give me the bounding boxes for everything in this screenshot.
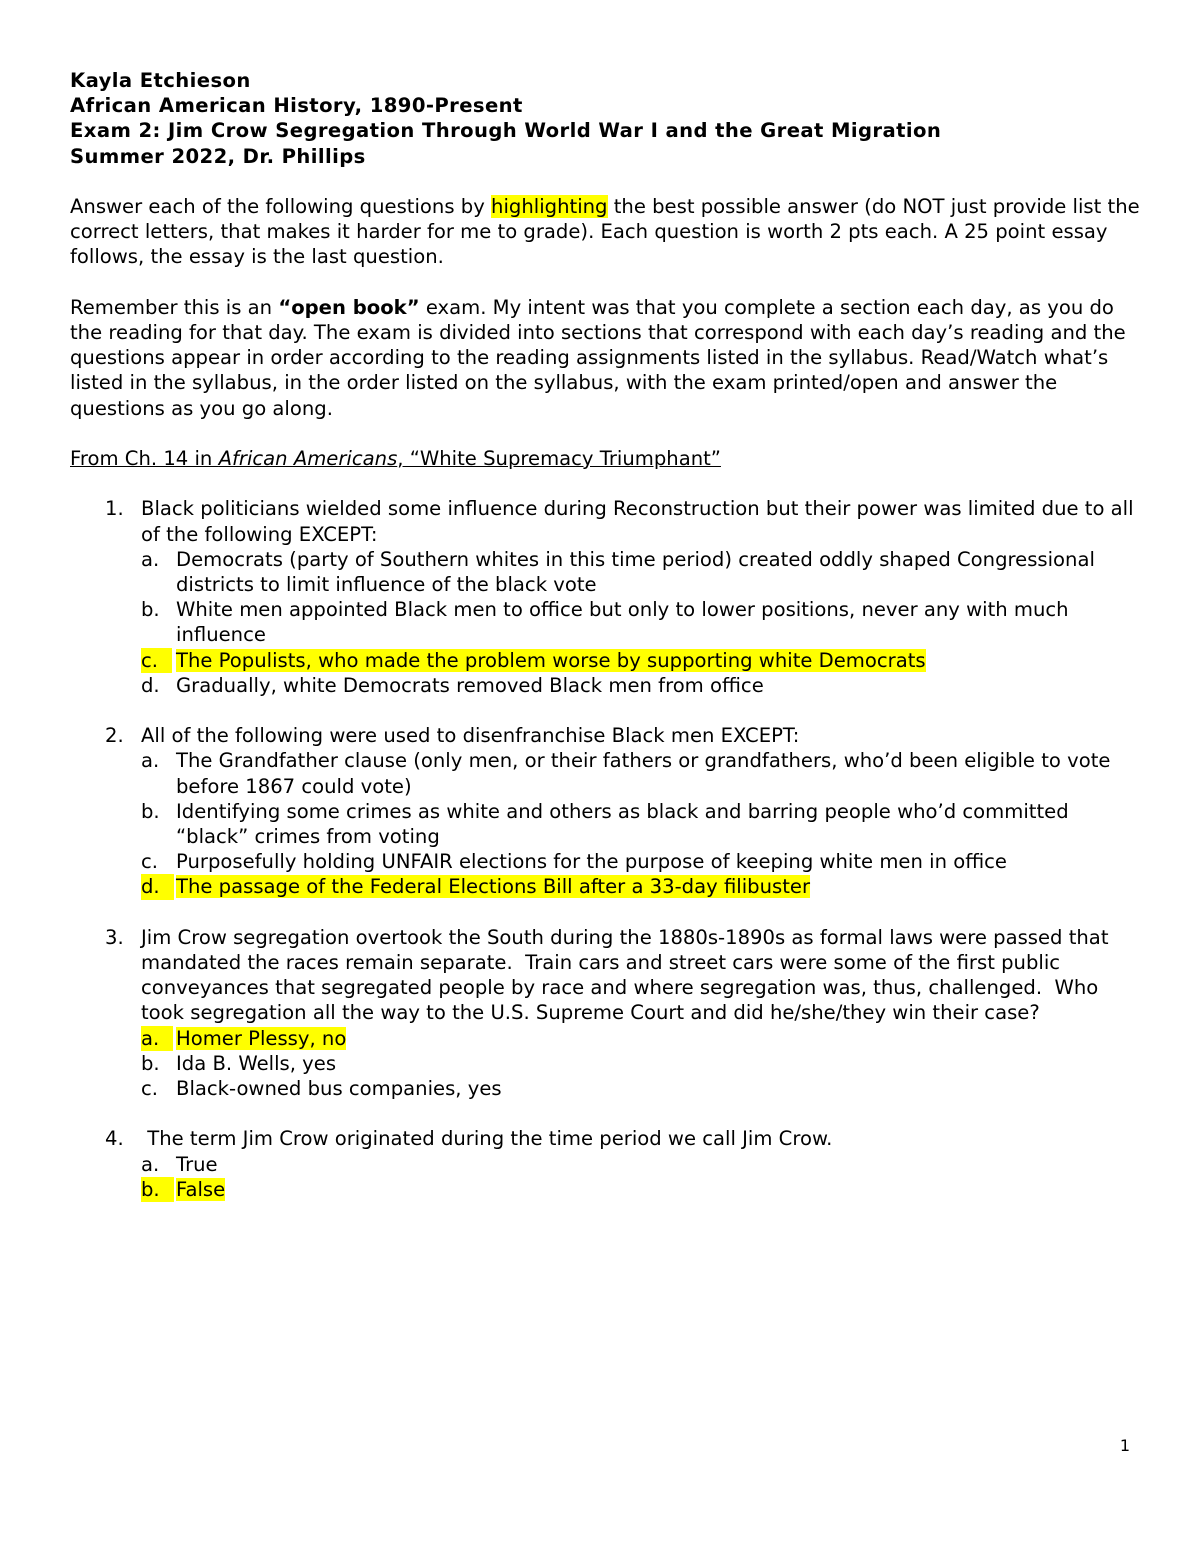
- question-text: Black politicians wielded some influence during Reconstruction but their power was limited due to all of the following EXCEPT:: [141, 497, 1140, 546]
- option-letter: c.: [141, 850, 159, 874]
- answer-option: [141, 1051, 1140, 1076]
- answer-option-highlighted: [141, 1177, 1140, 1202]
- answer-option: [141, 673, 1140, 698]
- option-text: Black-owned bus companies, yes: [176, 1077, 502, 1101]
- question-2: [70, 723, 1140, 899]
- option-letter: b.: [141, 1051, 160, 1075]
- exam-document: [70, 68, 1140, 1202]
- option-text: Democrats (party of Southern whites in this time period) created oddly shaped Congressional districts to limit influence of the black vote: [176, 547, 1095, 596]
- option-text: Gradually, white Democrats removed Black men from office: [176, 673, 764, 697]
- question-text: All of the following were used to disenfranchise Black men EXCEPT:: [141, 724, 800, 748]
- answer-option-highlighted: [141, 874, 1140, 899]
- question-number: 1.: [105, 497, 124, 521]
- student-name: Kayla Etchieson: [70, 69, 251, 92]
- book-title: African Americans: [218, 447, 398, 470]
- answer-option-highlighted: [141, 1026, 1140, 1051]
- highlight-word: highlighting: [491, 195, 608, 218]
- question-1: [70, 496, 1140, 698]
- exam-title: Exam 2: Jim Crow Segregation Through World War I and the Great Migration: [70, 119, 942, 143]
- option-letter: c.: [141, 648, 172, 673]
- option-letter: a.: [141, 1026, 173, 1051]
- instructions-paragraph-2: Remember this is an “open book” exam. My intent was that you complete a section each day, as you do the reading for that day. The exam is divided into sections that correspond with each day’s reading and the questions appear in order according to the reading assignments listed in the syllabus. Read/Watch what’s listed in the syllabus, in the order listed on the syllabus, with the exam printed/open and answer the questions as you go along.: [70, 295, 1126, 420]
- option-text: The Populists, who made the problem worse by supporting white Democrats: [176, 648, 926, 672]
- question-4: [70, 1126, 1140, 1202]
- answer-option-highlighted: [141, 648, 1140, 673]
- option-letter: a.: [141, 547, 160, 571]
- page-number: 1: [1119, 1436, 1130, 1455]
- section-heading: From Ch. 14 in African Americans, “White Supremacy Triumphant”: [70, 447, 721, 470]
- question-number: 3.: [105, 925, 124, 949]
- answer-options: [141, 1026, 1140, 1102]
- option-letter: d.: [141, 874, 174, 899]
- option-letter: b.: [141, 1177, 174, 1202]
- option-text: Identifying some crimes as white and others as black and barring people who’d committed “black” crimes from voting: [176, 799, 1069, 849]
- answer-option: [141, 1152, 1140, 1177]
- question-spacer: [70, 1101, 1140, 1126]
- instructions-paragraph-1: Answer each of the following questions by highlighting the best possible answer (do NOT just provide list the correct letters, that makes it harder for me to grade). Each question is worth 2 pts each. A 25 point essay follows, the essay is the last question.: [70, 195, 1140, 269]
- answer-option: [141, 1076, 1140, 1101]
- option-letter: c.: [141, 1077, 159, 1101]
- option-text: False: [176, 1177, 226, 1201]
- option-text: White men appointed Black men to office but only to lower positions, never any with much influence: [176, 598, 1069, 647]
- answer-option: [141, 748, 1140, 798]
- answer-options: [141, 547, 1140, 698]
- question-spacer: [70, 900, 1140, 925]
- option-text: The passage of the Federal Elections Bill after a 33-day filibuster: [176, 875, 811, 899]
- option-letter: b.: [141, 598, 160, 622]
- option-text: Purposefully holding UNFAIR elections for the purpose of keeping white men in office: [176, 850, 1007, 874]
- option-letter: a.: [141, 1152, 160, 1176]
- answer-option: [141, 547, 1140, 597]
- question-3: [70, 925, 1140, 1101]
- answer-options: [141, 1152, 1140, 1202]
- course-title: African American History, 1890-Present: [70, 94, 523, 118]
- question-number: 4.: [105, 1127, 124, 1151]
- answer-option: [141, 597, 1140, 647]
- answer-option: [141, 799, 1140, 849]
- question-text: The term Jim Crow originated during the time period we call Jim Crow.: [141, 1127, 833, 1151]
- question-number: 2.: [105, 724, 124, 748]
- option-letter: b.: [141, 799, 160, 823]
- question-spacer: [70, 698, 1140, 723]
- question-list: [70, 496, 1140, 1202]
- option-letter: a.: [141, 749, 160, 773]
- answer-options: [141, 748, 1140, 899]
- document-header: [70, 68, 1140, 169]
- answer-option: [141, 849, 1140, 874]
- option-text: The Grandfather clause (only men, or their fathers or grandfathers, who’d been eligible to vote before 1867 could vote): [176, 749, 1111, 798]
- option-text: True: [176, 1152, 218, 1176]
- open-book-emphasis: “open book”: [278, 295, 420, 319]
- term-instructor: Summer 2022, Dr. Phillips: [70, 144, 366, 168]
- option-text: Ida B. Wells, yes: [176, 1051, 337, 1075]
- question-text: Jim Crow segregation overtook the South during the 1880s-1890s as formal laws were passed that mandated the races remain separate. Train cars and street cars were some of the first public conveyances that segregated people by race and where segregation was, thus, challenged. Who took segregation all the way to the U.S. Supreme Court and did he/she/they win their case?: [141, 925, 1115, 1025]
- option-letter: d.: [141, 673, 160, 697]
- option-text: Homer Plessy, no: [176, 1026, 347, 1050]
